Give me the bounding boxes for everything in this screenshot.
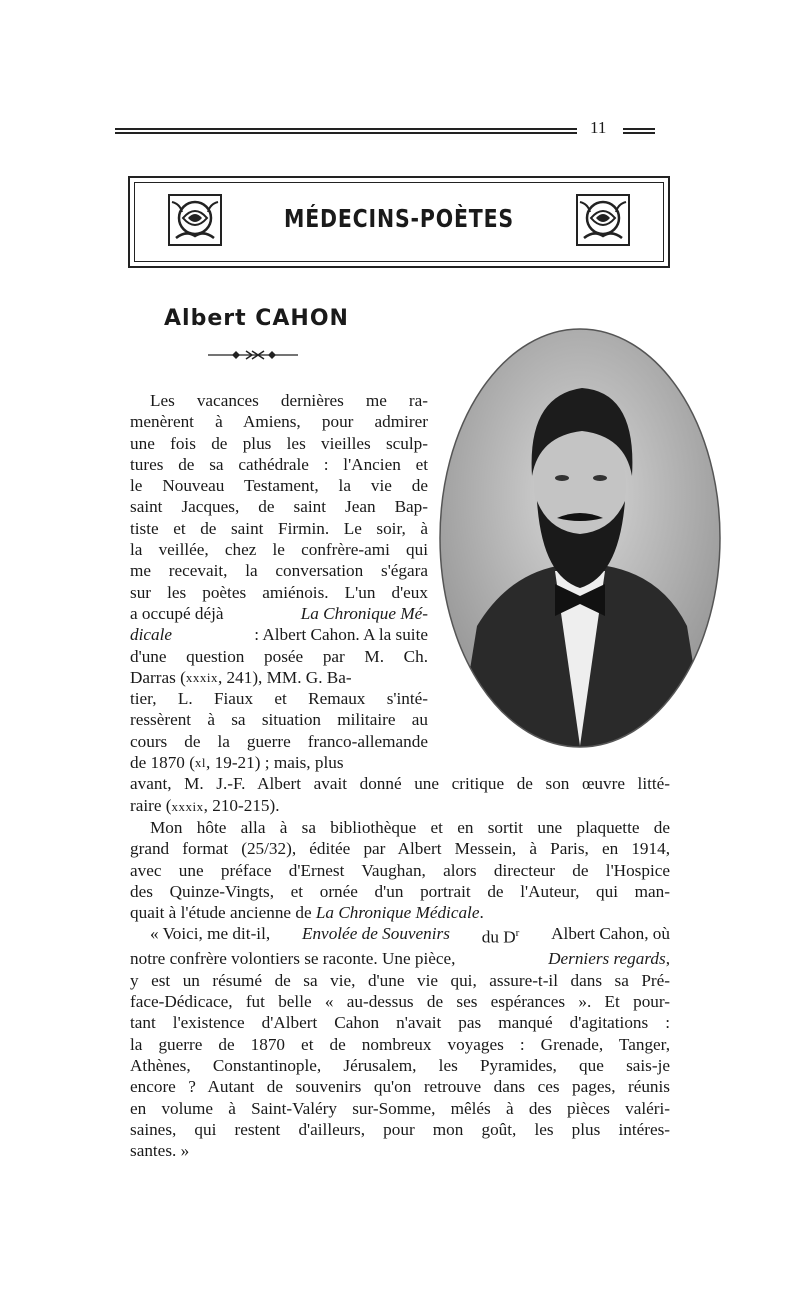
text-line: santes. » bbox=[130, 1141, 190, 1161]
text-line: saint Jacques, de saint Jean Bap- bbox=[130, 497, 428, 517]
text-line: la guerre de 1870 et de nombreux voyages : Grenade, Tanger, bbox=[130, 1034, 670, 1054]
text-line: des Quinze-Vingts, et ornée d'un portrait de l'Auteur, qui man- bbox=[130, 881, 670, 901]
text-line: menèrent à Amiens, pour admirer bbox=[130, 412, 428, 432]
text-line: tier, L. Fiaux et Remaux s'inté- bbox=[130, 689, 428, 709]
text-span: , 241), MM. G. Ba- bbox=[217, 667, 352, 687]
text-span: Albert Cahon, où bbox=[551, 924, 670, 944]
text-line: me recevait, la conversation s'égara bbox=[130, 561, 428, 581]
italic-title: Derniers regards bbox=[548, 949, 666, 969]
text-line: avec une préface d'Ernest Vaughan, alors directeur de l'Hospice bbox=[130, 860, 670, 880]
text-line: une fois de plus les vieilles sculp- bbox=[130, 433, 428, 453]
text-span: « Voici, me dit-il, bbox=[150, 924, 271, 944]
text-line bbox=[130, 752, 428, 773]
text-span: quait à l'étude ancienne de bbox=[130, 903, 312, 923]
page-number: 11 bbox=[590, 118, 607, 137]
text-span: raire ( bbox=[130, 795, 172, 815]
text-line: Athènes, Constantinople, Jérusalem, les Pyramides, que sais-je bbox=[130, 1055, 670, 1075]
text-span: : Albert Cahon. A la suite bbox=[254, 625, 428, 645]
small-caps-ref: xxxix bbox=[171, 798, 204, 814]
article-body bbox=[130, 390, 670, 1161]
page-number-rule bbox=[115, 118, 655, 142]
text-span: , bbox=[665, 949, 670, 969]
text-span: , 210-215). bbox=[203, 795, 280, 815]
italic-title: La Chronique Médicale bbox=[315, 903, 480, 923]
italic-title: Envolée de Souvenirs bbox=[301, 924, 450, 944]
text-line: en volume à Saint-Valéry sur-Somme, mêlés à des pièces valéri- bbox=[130, 1098, 670, 1118]
rose-ornament-icon bbox=[576, 194, 630, 246]
text-span: . bbox=[479, 903, 484, 923]
text-line: y est un résumé de sa vie, d'une vie qui, assure-t-il dans sa Pré- bbox=[130, 970, 670, 990]
right-double-rule bbox=[623, 128, 655, 134]
text-line: d'une question posée par M. Ch. bbox=[130, 646, 428, 666]
text-line: tiste et de saint Firmin. Le soir, à bbox=[130, 518, 428, 538]
text-line: Mon hôte alla à sa bibliothèque et en sortit une plaquette de bbox=[150, 817, 670, 837]
text-line bbox=[130, 795, 670, 817]
text-span: du D bbox=[481, 928, 516, 948]
section-header-box bbox=[128, 176, 670, 268]
text-span: , 19-21) ; mais, plus bbox=[206, 753, 344, 773]
text-line bbox=[130, 667, 428, 688]
dash-ornament-icon bbox=[208, 348, 298, 362]
text-line: grand format (25/32), éditée par Albert Messein, à Paris, en 1914, bbox=[130, 839, 670, 859]
text-line: tures de sa cathédrale : l'Ancien et bbox=[130, 454, 428, 474]
text-line: ressèrent à sa situation militaire au bbox=[130, 710, 428, 730]
text-line: tant l'existence d'Albert Cahon n'avait pas manqué d'agitations : bbox=[130, 1013, 670, 1033]
text-span: a occupé déjà bbox=[130, 603, 224, 623]
paragraph-1-full bbox=[130, 773, 670, 817]
text-span: notre confrère volontiers se raconte. Une pièce, bbox=[130, 949, 456, 969]
paragraph-1-wrapped bbox=[130, 390, 428, 773]
paragraph-3 bbox=[130, 923, 670, 1161]
text-line bbox=[130, 923, 670, 948]
small-caps-ref: xxxix bbox=[185, 669, 218, 685]
text-line: sur les poètes amiénois. L'un d'eux bbox=[130, 582, 428, 602]
author-heading: Albert CAHON bbox=[164, 306, 349, 331]
paragraph-2 bbox=[130, 817, 670, 923]
text-line bbox=[130, 948, 670, 969]
text-line: cours de la guerre franco-allemande bbox=[130, 731, 428, 751]
text-line: Les vacances dernières me ra- bbox=[150, 391, 428, 410]
italic-title: La Chronique Mé- bbox=[300, 603, 428, 623]
text-span bbox=[482, 923, 520, 948]
small-caps-ref: xl bbox=[194, 755, 207, 771]
text-line: la veillée, chez le confrère-ami qui bbox=[130, 540, 428, 560]
text-span bbox=[548, 948, 670, 969]
superscript: r bbox=[515, 927, 520, 940]
text-line: encore ? Autant de souvenirs qu'on retrouve dans ces pages, réunis bbox=[130, 1077, 670, 1097]
italic-title: dicale bbox=[130, 625, 172, 645]
text-line bbox=[130, 624, 428, 645]
text-span: Darras ( bbox=[130, 667, 186, 687]
text-line: le Nouveau Testament, la vie de bbox=[130, 476, 428, 496]
text-line bbox=[130, 902, 670, 923]
text-line: face-Dédicace, fut belle « au-dessus de ses espérances ». Et pour- bbox=[130, 992, 670, 1012]
text-line: avant, M. J.-F. Albert avait donné une critique de son œuvre litté- bbox=[130, 774, 670, 794]
section-title: MÉDECINS-POÈTES bbox=[283, 204, 515, 233]
text-span: de 1870 ( bbox=[130, 753, 195, 773]
text-line: saines, qui restent d'ailleurs, pour mon goût, les plus intéres- bbox=[130, 1119, 670, 1139]
text-line bbox=[130, 603, 428, 624]
left-double-rule bbox=[115, 128, 577, 134]
